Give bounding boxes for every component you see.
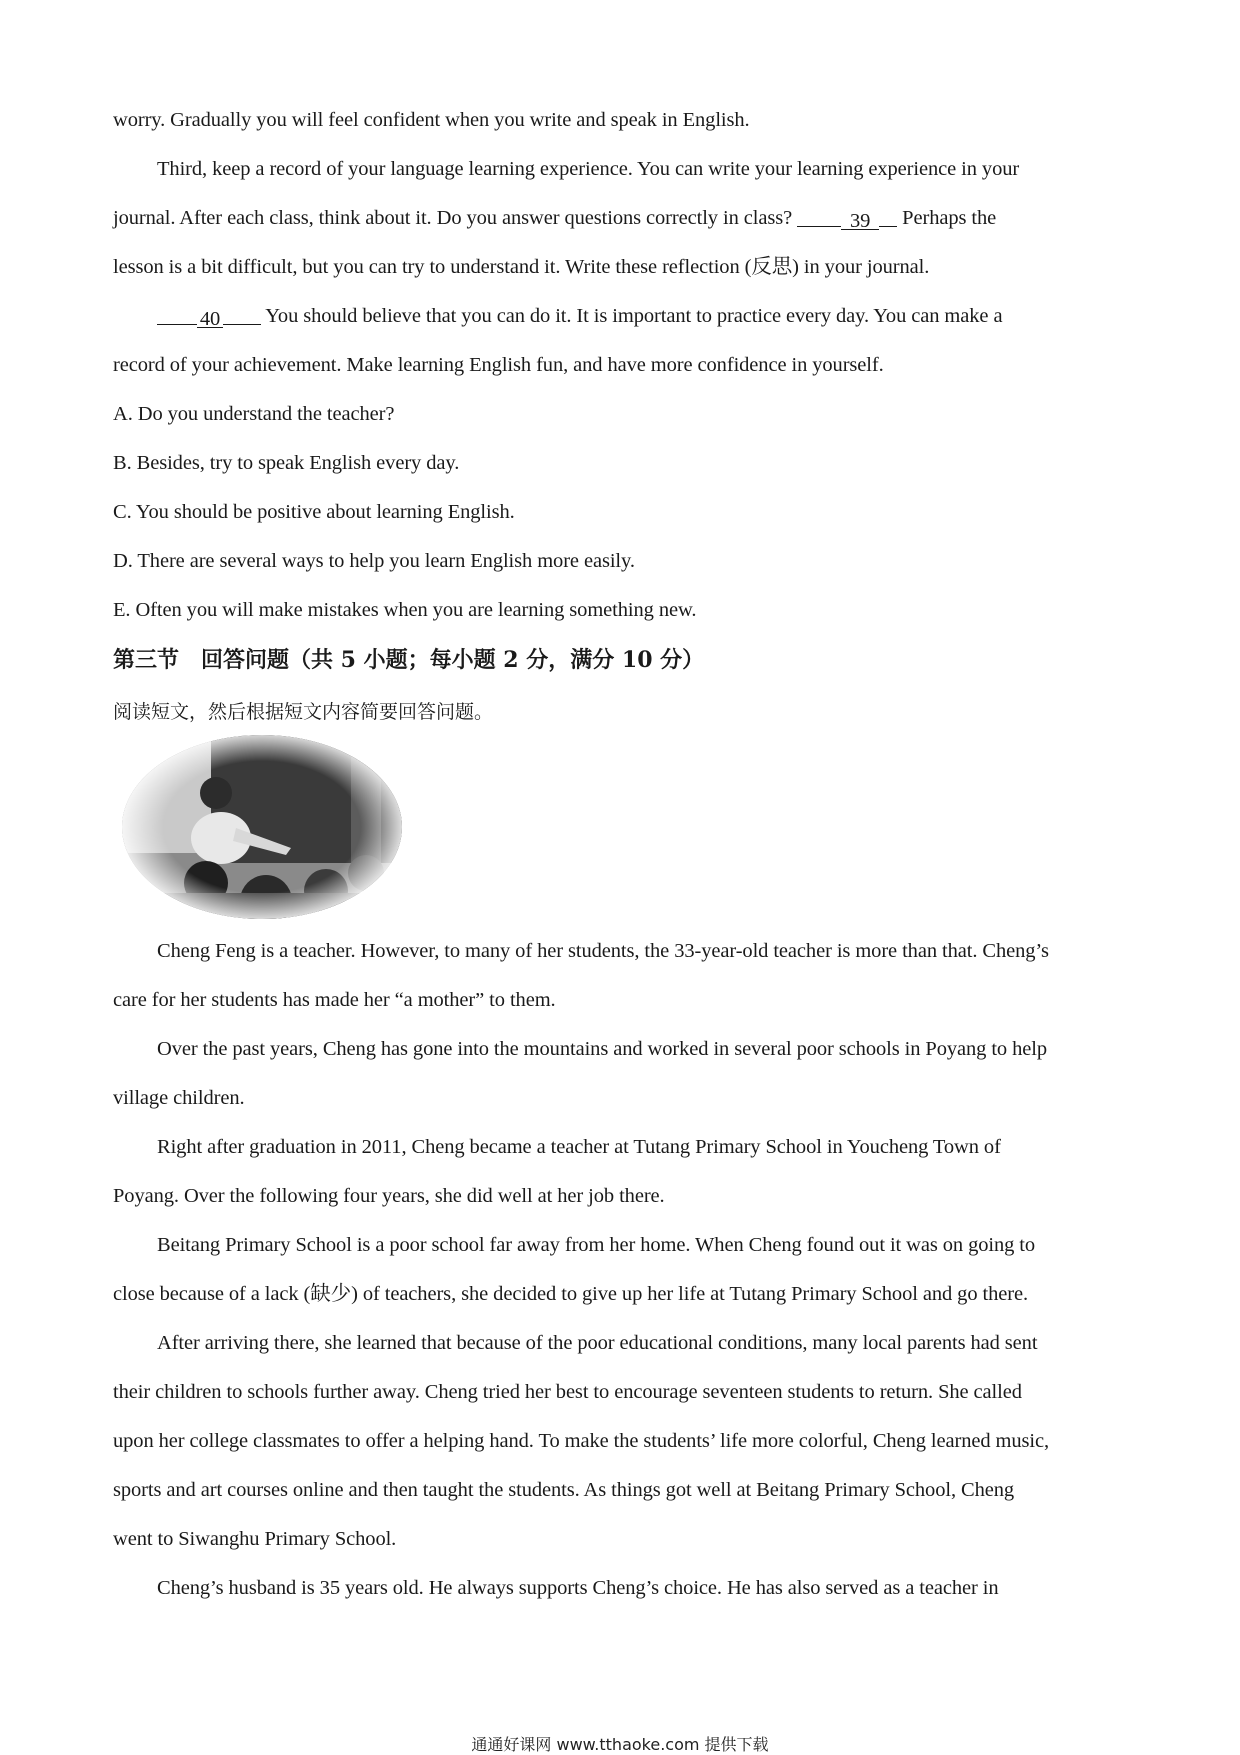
passage-text: journal. After each class, think about it. Do you answer questions correctly in class?: [113, 207, 793, 229]
passage-line: Cheng’s husband is 35 years old. He always supports Cheng’s choice. He has also served as a teacher in: [157, 1577, 999, 1599]
passage-line: upon her college classmates to offer a helping hand. To make the students’ life more colorful, Cheng learned music,: [113, 1430, 1050, 1452]
page-footer: 通通好课网 www.tthaoke.com 提供下载: [471, 1735, 769, 1754]
passage-line: After arriving there, she learned that because of the poor educational conditions, many local parents had sent: [157, 1332, 1038, 1354]
passage-line: Right after graduation in 2011, Cheng became a teacher at Tutang Primary School in Youcheng Town of: [157, 1136, 1001, 1158]
passage-line: Beitang Primary School is a poor school far away from her home. When Cheng found out it was on going to: [157, 1234, 1036, 1256]
passage-text: You should believe that you can do it. It is important to practice every day. You can make a: [265, 305, 1003, 327]
passage-line: Poyang. Over the following four years, she did well at her job there.: [113, 1185, 665, 1207]
option-d: D. There are several ways to help you learn English more easily.: [113, 550, 635, 572]
passage-line: village children.: [113, 1087, 245, 1109]
section-instruction: 阅读短文，然后根据短文内容简要回答问题。: [113, 701, 494, 723]
section-heading: 第三节 回答问题（共 5 小题；每小题 2 分，满分 10 分）: [113, 647, 705, 673]
option-a: A. Do you understand the teacher?: [113, 403, 395, 425]
option-b: B. Besides, try to speak English every day.: [113, 452, 460, 474]
passage-line: lesson is a bit difficult, but you can try to understand it. Write these reflection (反思) in your journal.: [113, 256, 930, 278]
passage-line: worry. Gradually you will feel confident when you write and speak in English.: [113, 109, 750, 131]
classroom-photo: [121, 733, 403, 921]
passage-line: Third, keep a record of your language learning experience. You can write your learning experience in your: [157, 158, 1020, 180]
option-c: C. You should be positive about learning English.: [113, 501, 515, 523]
answer-blank-underline: [879, 208, 897, 227]
passage-line: Cheng Feng is a teacher. However, to many of her students, the 33-year-old teacher is more than that. Cheng’s: [157, 940, 1049, 962]
passage-text: Perhaps the: [902, 207, 997, 229]
passage-line: Over the past years, Cheng has gone into the mountains and worked in several poor schools in Poyang to help: [157, 1038, 1047, 1060]
option-e: E. Often you will make mistakes when you are learning something new.: [113, 599, 697, 621]
passage-line: went to Siwanghu Primary School.: [113, 1528, 397, 1550]
passage-line: care for her students has made her “a mother” to them.: [113, 989, 556, 1011]
answer-blank-40: 40: [197, 309, 223, 328]
passage-line: their children to schools further away. Cheng tried her best to encourage seventeen students to return. She called: [113, 1381, 1022, 1403]
answer-blank-underline: [157, 306, 197, 325]
answer-blank-39: 39: [841, 211, 879, 230]
passage-line: [113, 208, 996, 230]
passage-line: record of your achievement. Make learning English fun, and have more confidence in yourself.: [113, 354, 884, 376]
answer-blank-underline: [223, 306, 261, 325]
passage-line: close because of a lack (缺少) of teachers, she decided to give up her life at Tutang Primary School and go there.: [113, 1283, 1028, 1305]
answer-blank-underline: [797, 208, 841, 227]
passage-line: [157, 306, 1002, 328]
passage-line: sports and art courses online and then taught the students. As things got well at Beitang Primary School, Cheng: [113, 1479, 1015, 1501]
